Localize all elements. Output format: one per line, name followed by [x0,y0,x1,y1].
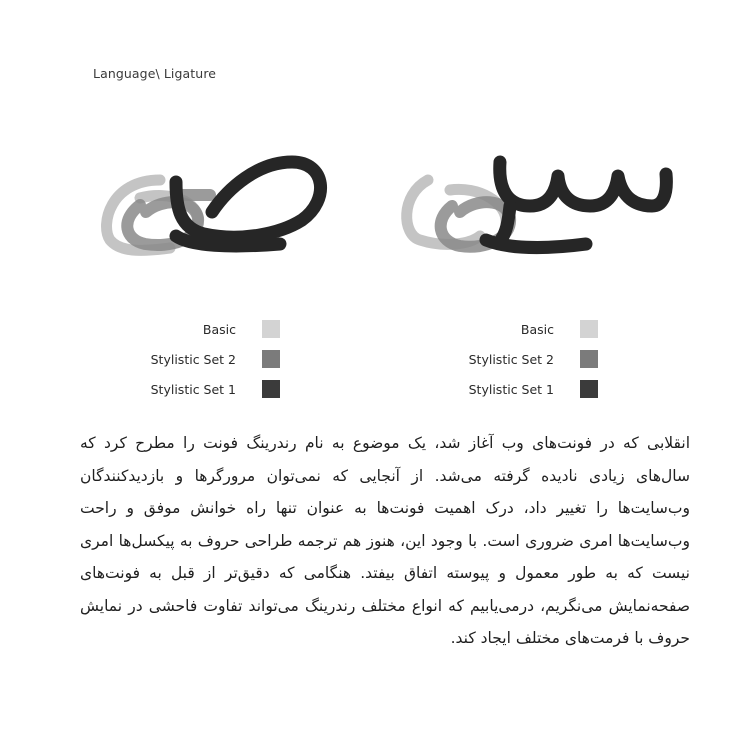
legend-row-stylistic-set-2 [100,344,280,374]
swatch-stylistic-set-1 [262,380,280,398]
legend-label: Stylistic Set 2 [468,351,554,367]
swatch-stylistic-set-2 [580,350,598,368]
seen-ligature-glyph [390,140,680,280]
legend-row-stylistic-set-1 [418,374,598,404]
legend-label: Stylistic Set 1 [150,381,236,397]
swatch-stylistic-set-1 [580,380,598,398]
swatch-stylistic-set-2 [262,350,280,368]
sad-ligature-glyph [80,140,360,280]
swatch-basic [580,320,598,338]
legend-row-stylistic-set-2 [418,344,598,374]
legend-row-basic [418,314,598,344]
legend-label: Basic [202,321,236,337]
page-title: Language\ Ligature [93,66,217,81]
glyph-set1-stroke-3 [502,206,510,238]
body-paragraph: انقلابی که در فونت‌های وب آغاز شد، یک موضوع به نام رندرینگ فونت را مطرح کرد که سال‌های زیادی نادیده گرفته می‌شد. از آنجایی که نمی‌توان مرورگرها و بازدیدکنندگان وب‌سایت‌ها را تغییر داد، درک اهمیت فونت‌ها به عنوان تنها راه خوانش موفق و راحت وب‌سایت‌ها امری ضروری است. با وجود این، هنوز هم ترجمه طراحی حروف به پیکسل‌ها امری نیست که به طور معمول و پیوسته اتفاق بیفتد. هنگامی که دقیق‌تر از قبل به فونت‌های صفحه‌نمایش می‌نگریم، درمی‌یابیم که انواع مختلف رندرینگ می‌تواند تفاوت فاحشی در نمایش حروف با فرمت‌های مختلف ایجاد کند. [80,434,690,647]
legend-row-stylistic-set-1 [100,374,280,404]
legend-label: Stylistic Set 2 [150,351,236,367]
legend-label: Basic [520,321,554,337]
legend-right [418,314,598,404]
legend-label: Stylistic Set 1 [468,381,554,397]
legend-left [100,314,280,404]
glyph-set1-stroke [500,162,667,206]
legend-row-basic [100,314,280,344]
swatch-basic [262,320,280,338]
